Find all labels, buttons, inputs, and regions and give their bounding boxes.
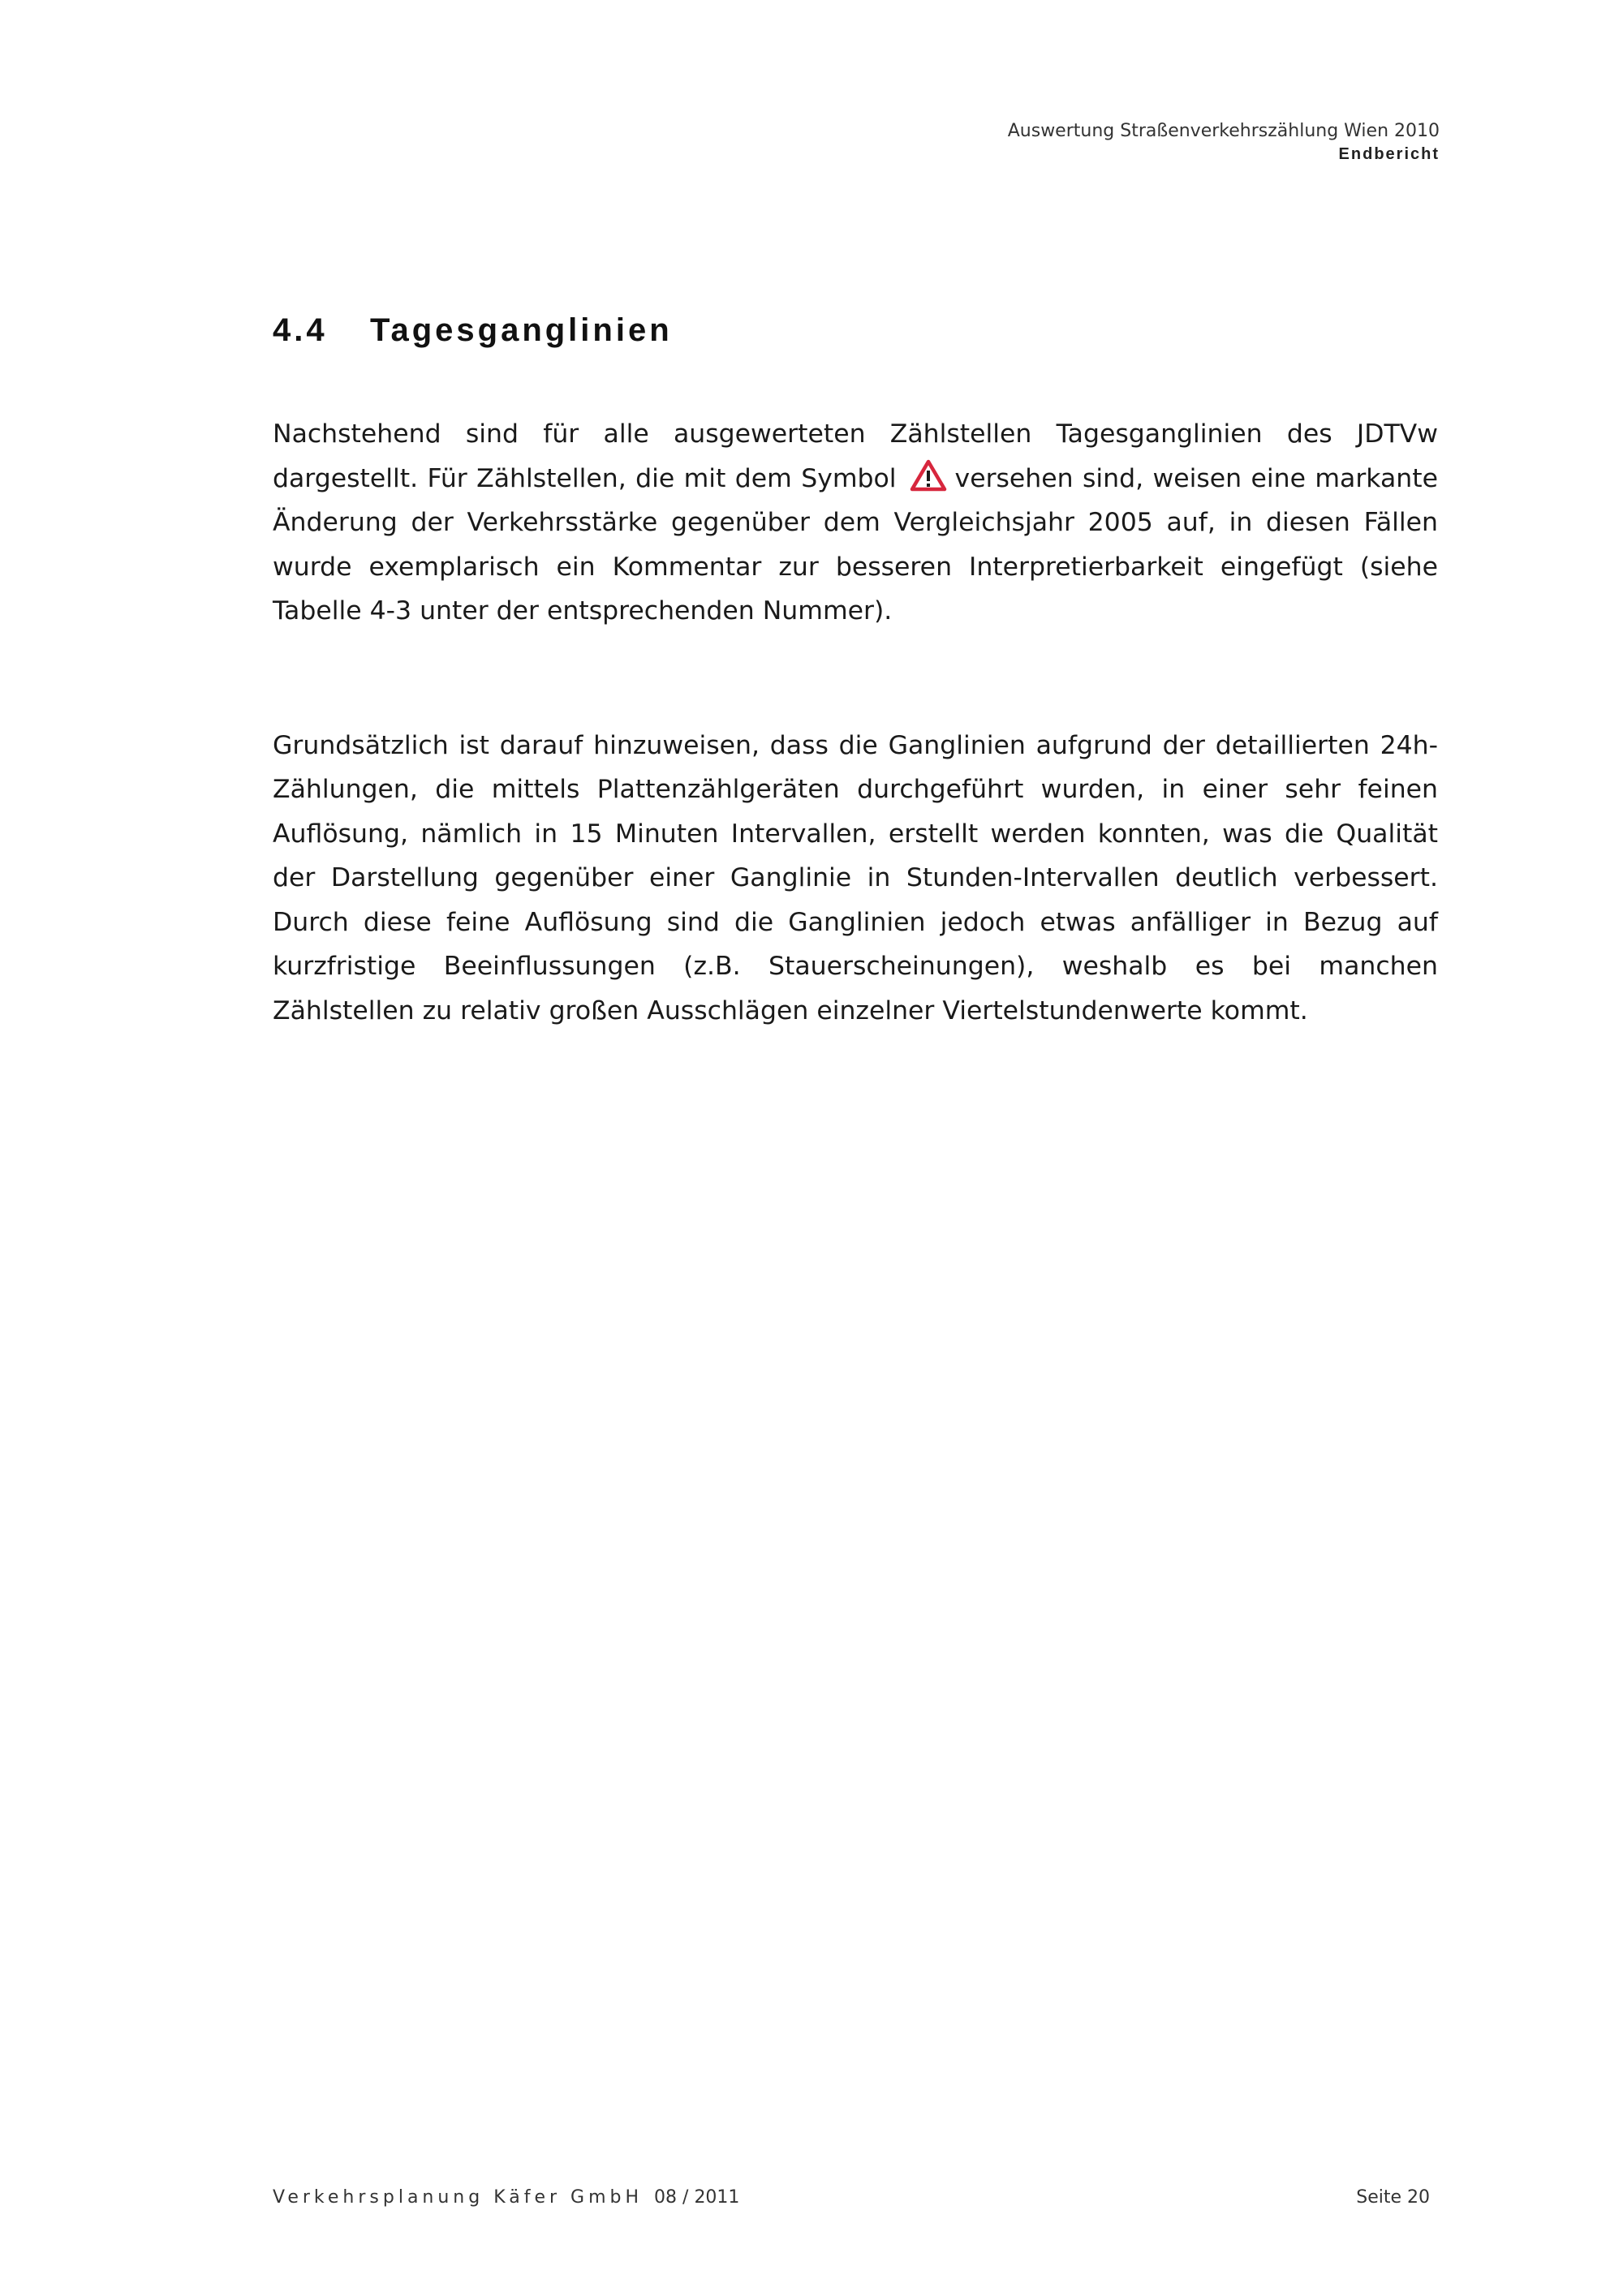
paragraph-1-after-icon: versehen sind, weisen eine markante Änderung der Verkehrsstärke gegenüber dem Vergleichsjahr 2005 auf, in diesen Fällen wurde exemplarisch ein Kommentar zur besseren Interpretierbarkeit eingefügt (siehe Tabelle 4-3 unter der entsprechenden Nummer). [273,463,1438,626]
header-title: Auswertung Straßenverkehrszählung Wien 2010 [1007,121,1440,141]
paragraph-2: Grundsätzlich ist darauf hinzuweisen, dass die Ganglinien aufgrund der detaillierten 24h-Zählungen, die mittels Plattenzählgeräten durchgeführt wurden, in einer sehr feinen Auflösung, nämlich in 15 Minuten Intervallen, erstellt werden konnten, was die Qualität der Darstellung gegenüber einer Ganglinie in Stunden-Intervallen deutlich verbessert. Durch diese feine Auflösung sind die Ganglinien jedoch etwas anfälliger in Bezug auf kurzfristige Beeinflussungen (z.B. Stauerscheinungen), weshalb es bei manchen Zählstellen zu relativ großen Ausschlägen einzelner Viertelstundenwerte kommt. [273,730,1438,1025]
footer-page-number: Seite 20 [1356,2187,1430,2208]
body-text [273,412,1438,1033]
section-heading [273,312,673,349]
footer-company: Verkehrsplanung Käfer GmbH [273,2187,644,2208]
footer-date: 08 / 2011 [654,2187,740,2208]
footer-left [273,2187,739,2208]
section-number: 4.4 [273,312,328,348]
paragraph-1-before-icon: Nachstehend sind für alle ausgewerteten Zählstellen Tagesganglinien des JDTVw dargestellt. Für Zählstellen, die mit dem Symbol [273,419,1438,493]
page-header [1008,120,1440,165]
paragraph-1 [273,412,1438,634]
header-subtitle: Endbericht [1338,144,1440,163]
warning-triangle-icon [910,459,947,492]
section-title: Tagesganglinien [370,312,673,348]
page-footer [273,2187,1430,2208]
